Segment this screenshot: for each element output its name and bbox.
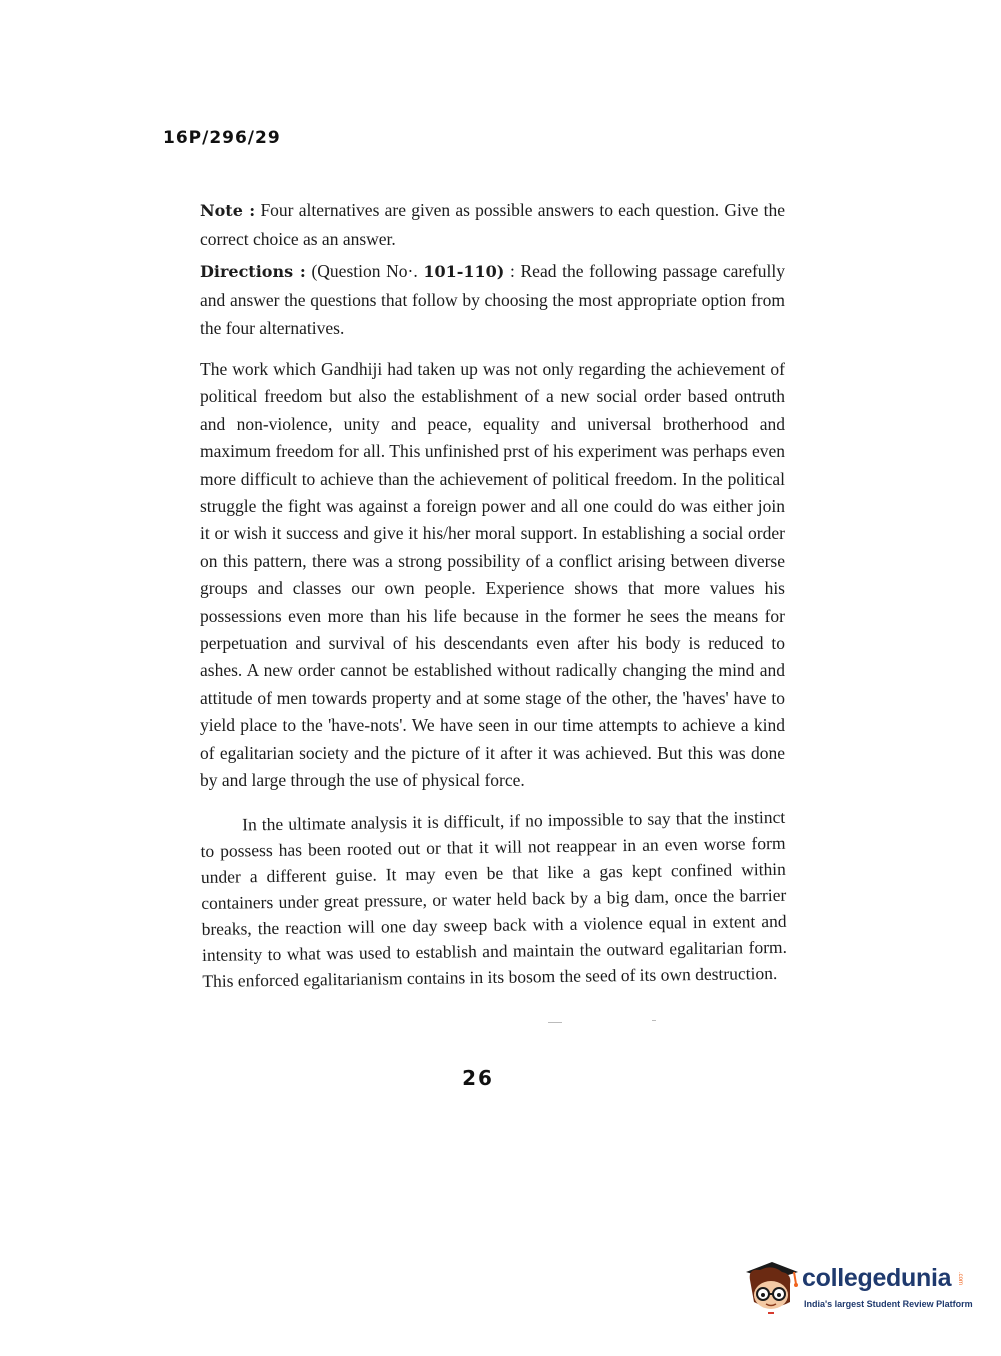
document-body [200, 196, 788, 1012]
note-text: Four alternatives are given as possible answers to each question. Give the correct choice as an answer. [200, 200, 785, 249]
page-number: 26 [462, 1066, 494, 1090]
directions-label: Directions : [200, 262, 306, 281]
note [200, 196, 785, 253]
directions-prefix: (Question No·. [311, 261, 418, 281]
collegedunia-tld: .com [957, 1272, 963, 1286]
collegedunia-watermark [742, 1250, 972, 1320]
directions-text: : Read the following passage carefully and answer the questions that follow by choosing the most appropriate option from the four alternatives. [200, 261, 786, 338]
passage-paragraph-2: In the ultimate analysis it is difficult, if no impossible to say that the instinct to possess has been rooted out or that it will not reappear in an even worse form under a different guise. It may even be that like a gas kept confined within containers under great pressure, or water held back by a big dam, once the barrier breaks, the reaction will one day sweep back with a violence equal in extent and intensity to what was used to establish and maintain the outward egalitarian form. This enforced egalitarianism contains in its bosom the seed of its own destruction. [200, 806, 788, 991]
directions-range: 101-110) [423, 262, 505, 281]
collegedunia-mascot-icon [742, 1250, 800, 1320]
collegedunia-tagline: India's largest Student Review Platform [804, 1299, 973, 1309]
passage-paragraph-1: The work which Gandhiji had taken up was not only regarding the achievement of political freedom but also the establishment of a new social order based ontruth and non-violence, unity and peace, equality and universal brotherhood and maximum freedom for all. This unfinished prst of his experiment was perhaps even more difficult to achieve than the achievement of political freedom. In the political struggle the fight was against a foreign power and all one could do was either join it or wish it success and give it his/her moral support. In establishing a social order on this pattern, there was a strong possibility of a conflict arising between diverse groups and classes our own people. Experience shows that more values his possessions even more than his life because in the former he sees the means for perpetuation and survival of his descendants even after his body is reduced to ashes. A new order cannot be established without radically changing the mind and attitude of men towards property and at some stage of the other, the 'haves' have to yield place to the 'have-nots'. We have seen in our time attempts to achieve a kind of egalitarian society and the picture of it after it was achieved. But this was done by and large through the use of physical force. [200, 359, 785, 791]
scan-speck [548, 1022, 562, 1023]
collegedunia-brand-name: collegedunia [802, 1264, 952, 1292]
directions [200, 257, 785, 342]
scan-speck [652, 1020, 656, 1021]
note-label: Note : [200, 201, 256, 220]
page-code: 16P/296/29 [163, 128, 281, 148]
